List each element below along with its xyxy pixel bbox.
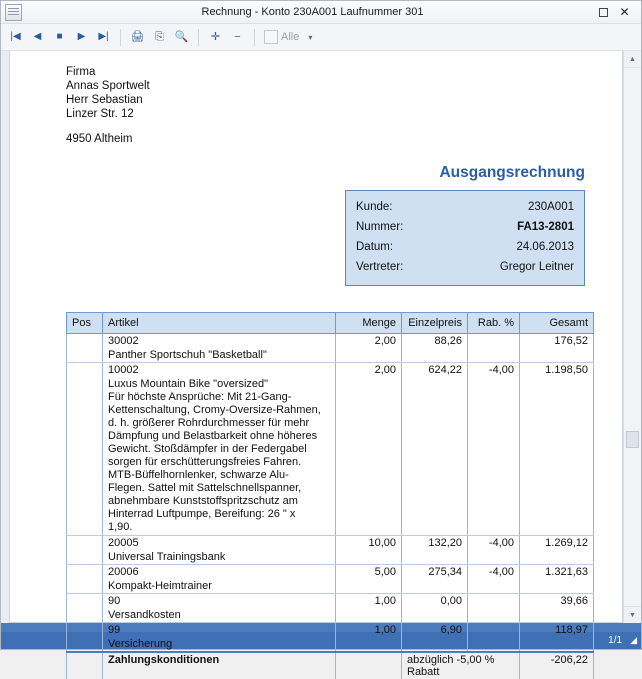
cell-empty: [520, 377, 594, 536]
cell-gesamt: 176,52: [520, 334, 594, 349]
cell-einzelpreis: 624,22: [402, 363, 468, 378]
table-row-description: [67, 579, 594, 594]
cell-empty: [402, 550, 468, 565]
cell-gesamt: 39,66: [520, 594, 594, 609]
toolbar-separator: [120, 29, 121, 46]
cell-empty: [520, 579, 594, 594]
table-row: [67, 594, 594, 609]
cell-empty: [402, 637, 468, 652]
grid-icon: [264, 30, 278, 44]
table-row: [67, 536, 594, 551]
cell-pos-empty: [67, 348, 103, 363]
cell-einzelpreis: 275,34: [402, 565, 468, 580]
cell-menge: 10,00: [336, 536, 402, 551]
table-row: [67, 623, 594, 638]
table-row: [67, 565, 594, 580]
cell-empty: [468, 608, 520, 623]
cell-empty: [402, 348, 468, 363]
next-page-button[interactable]: ▶: [72, 28, 91, 47]
address-line-1: Firma: [66, 65, 594, 79]
cell-gesamt: 1.198,50: [520, 363, 594, 378]
table-row-description: [67, 637, 594, 652]
cell-einzelpreis: 0,00: [402, 594, 468, 609]
cell-rabatt: -4,00: [468, 536, 520, 551]
cell-empty: [468, 348, 520, 363]
close-button[interactable]: ✕: [618, 6, 631, 18]
cell-gesamt: 1.321,63: [520, 565, 594, 580]
stop-button[interactable]: ■: [50, 28, 69, 47]
cell-artikel: 20005: [103, 536, 336, 551]
export-icon[interactable]: ⎘: [150, 28, 169, 47]
cell-pos-empty: [67, 579, 103, 594]
resize-grip-icon[interactable]: ◢: [630, 635, 636, 646]
cell-artikel: 20006: [103, 565, 336, 580]
cell-rabatt: -4,00: [468, 565, 520, 580]
cell-pos: [67, 334, 103, 349]
window-controls: [599, 6, 637, 18]
info-label-nummer: Nummer:: [356, 221, 403, 233]
address-line-5: 4950 Altheim: [66, 132, 594, 146]
address-line-3: Herr Sebastian: [66, 93, 594, 107]
toolbar-separator-2: [198, 29, 199, 46]
cell-empty: [336, 579, 402, 594]
cell-menge: 2,00: [336, 334, 402, 349]
cell-empty: [468, 377, 520, 536]
filter-combo-label: Alle: [281, 31, 299, 43]
recipient-address: [66, 65, 594, 146]
info-value-datum: 24.06.2013: [516, 241, 574, 253]
cell-pos-empty: [67, 377, 103, 536]
cell-einzelpreis: 6,90: [402, 623, 468, 638]
cell-pos: [67, 536, 103, 551]
info-value-vertreter: Gregor Leitner: [500, 261, 574, 273]
cell-artikel: 90: [103, 594, 336, 609]
info-label-datum: Datum:: [356, 241, 393, 253]
cell-pos-empty: [67, 637, 103, 652]
cell-empty: [336, 348, 402, 363]
cell-gesamt: 118,97: [520, 623, 594, 638]
zoom-in-icon[interactable]: ✛: [206, 28, 225, 47]
maximize-button[interactable]: [599, 8, 608, 17]
address-line-2: Annas Sportwelt: [66, 79, 594, 93]
cell-empty: [336, 637, 402, 652]
address-spacer: [66, 121, 594, 132]
table-row: [67, 334, 594, 349]
table-footer-row: [67, 652, 594, 679]
table-row-description: [67, 550, 594, 565]
cell-empty: [336, 377, 402, 536]
info-row-datum: [356, 237, 574, 257]
cell-beschreibung: Panther Sportschuh "Basketball": [103, 348, 336, 363]
cell-rabatt: [468, 334, 520, 349]
zoom-out-icon[interactable]: −: [228, 28, 247, 47]
cell-pos-empty: [67, 608, 103, 623]
column-header-einzelpreis: Einzelpreis: [402, 313, 468, 334]
column-header-gesamt: Gesamt: [520, 313, 594, 334]
chevron-down-icon[interactable]: ▾: [308, 33, 312, 42]
cell-beschreibung: Versandkosten: [103, 608, 336, 623]
cell-empty: [468, 550, 520, 565]
line-items-table: [66, 312, 594, 679]
info-label-kunde: Kunde:: [356, 201, 392, 213]
table-row-description: [67, 608, 594, 623]
search-icon[interactable]: 🔍: [172, 28, 191, 47]
cell-beschreibung: Luxus Mountain Bike "oversized" Für höchste Ansprüche: Mit 21-Gang- Kettenschaltung, Cromy-Oversize-Rahmen, d. h. größerer Rohrdurchmesser für mehr Dämpfung und Belastbarkeit ohne höheres Gewicht. Stoßdämpfer in der Federgabel sorgen für erschütterungsfreies Fahren. MTB-Büffelhornlenker, schwarze Alu- Flegen. Sattel mit Sattelschnellspanner, abnehmbare Kunststoffspritzschutz am Hinterrad Luftpumpe, Bereifung: 26 " x 1,90.: [103, 377, 336, 536]
cell-empty: [336, 608, 402, 623]
document-preview-area: [1, 51, 641, 623]
print-icon[interactable]: 🖨: [128, 28, 147, 47]
invoice-info-box: [345, 190, 585, 286]
address-line-4: Linzer Str. 12: [66, 107, 594, 121]
cell-empty: [402, 608, 468, 623]
info-row-kunde: [356, 197, 574, 217]
cell-empty: [520, 637, 594, 652]
cell-rabatt: [468, 594, 520, 609]
cell-pos: [67, 594, 103, 609]
cell-artikel: 99: [103, 623, 336, 638]
cell-empty: [336, 550, 402, 565]
footer-discount-text: abzüglich -5,00 % Rabatt: [402, 652, 520, 679]
cell-menge: 1,00: [336, 623, 402, 638]
cell-empty: [402, 579, 468, 594]
footer-label: Zahlungskonditionen: [103, 652, 336, 679]
table-header-row: [67, 313, 594, 334]
toolbar-separator-3: [254, 29, 255, 46]
column-header-pos: Pos: [67, 313, 103, 334]
cell-menge: 2,00: [336, 363, 402, 378]
cell-empty: [520, 550, 594, 565]
cell-pos-empty: [67, 550, 103, 565]
info-label-vertreter: Vertreter:: [356, 261, 403, 273]
cell-beschreibung: Universal Trainingsbank: [103, 550, 336, 565]
cell-beschreibung: Versicherung: [103, 637, 336, 652]
cell-empty: [402, 377, 468, 536]
info-row-vertreter: [356, 257, 574, 277]
scroll-up-button[interactable]: ▲: [624, 51, 641, 68]
title-bar: [1, 1, 641, 24]
cell-artikel: 30002: [103, 334, 336, 349]
info-row-nummer: [356, 217, 574, 237]
cell-empty: [520, 608, 594, 623]
footer-empty: [336, 652, 402, 679]
last-page-button[interactable]: ▶|: [94, 28, 113, 47]
cell-pos: [67, 565, 103, 580]
first-page-button[interactable]: |◀: [6, 28, 25, 47]
footer-pos-empty: [67, 652, 103, 679]
line-items-body: [67, 334, 594, 679]
document-icon: [5, 4, 22, 21]
document-heading: Ausgangsrechnung: [66, 164, 585, 182]
column-header-artikel: Artikel: [103, 313, 336, 334]
footer-discount-value: -206,22: [520, 652, 594, 679]
column-header-rabatt: Rab. %: [468, 313, 520, 334]
cell-beschreibung: Kompakt-Heimtrainer: [103, 579, 336, 594]
cell-gesamt: 1.269,12: [520, 536, 594, 551]
cell-menge: 5,00: [336, 565, 402, 580]
document-page: [9, 51, 623, 623]
page-indicator: 1/1: [608, 635, 622, 646]
cell-empty: [468, 579, 520, 594]
cell-rabatt: [468, 623, 520, 638]
previous-page-button[interactable]: ◀: [28, 28, 47, 47]
scrollbar-thumb[interactable]: [626, 431, 639, 448]
info-value-kunde: 230A001: [528, 201, 574, 213]
scroll-down-button[interactable]: ▼: [624, 606, 641, 623]
cell-menge: 1,00: [336, 594, 402, 609]
info-value-nummer: FA13-2801: [517, 221, 574, 233]
table-row-description: [67, 377, 594, 536]
cell-einzelpreis: 88,26: [402, 334, 468, 349]
window-title: Rechnung - Konto 230A001 Laufnummer 301: [26, 6, 599, 18]
cell-pos: [67, 363, 103, 378]
cell-einzelpreis: 132,20: [402, 536, 468, 551]
cell-pos: [67, 623, 103, 638]
table-row-description: [67, 348, 594, 363]
vertical-scrollbar[interactable]: [623, 51, 641, 623]
cell-rabatt: -4,00: [468, 363, 520, 378]
toolbar: [1, 24, 641, 51]
cell-empty: [468, 637, 520, 652]
cell-artikel: 10002: [103, 363, 336, 378]
cell-empty: [520, 348, 594, 363]
column-header-menge: Menge: [336, 313, 402, 334]
table-row: [67, 363, 594, 378]
filter-combo[interactable]: [264, 30, 312, 44]
